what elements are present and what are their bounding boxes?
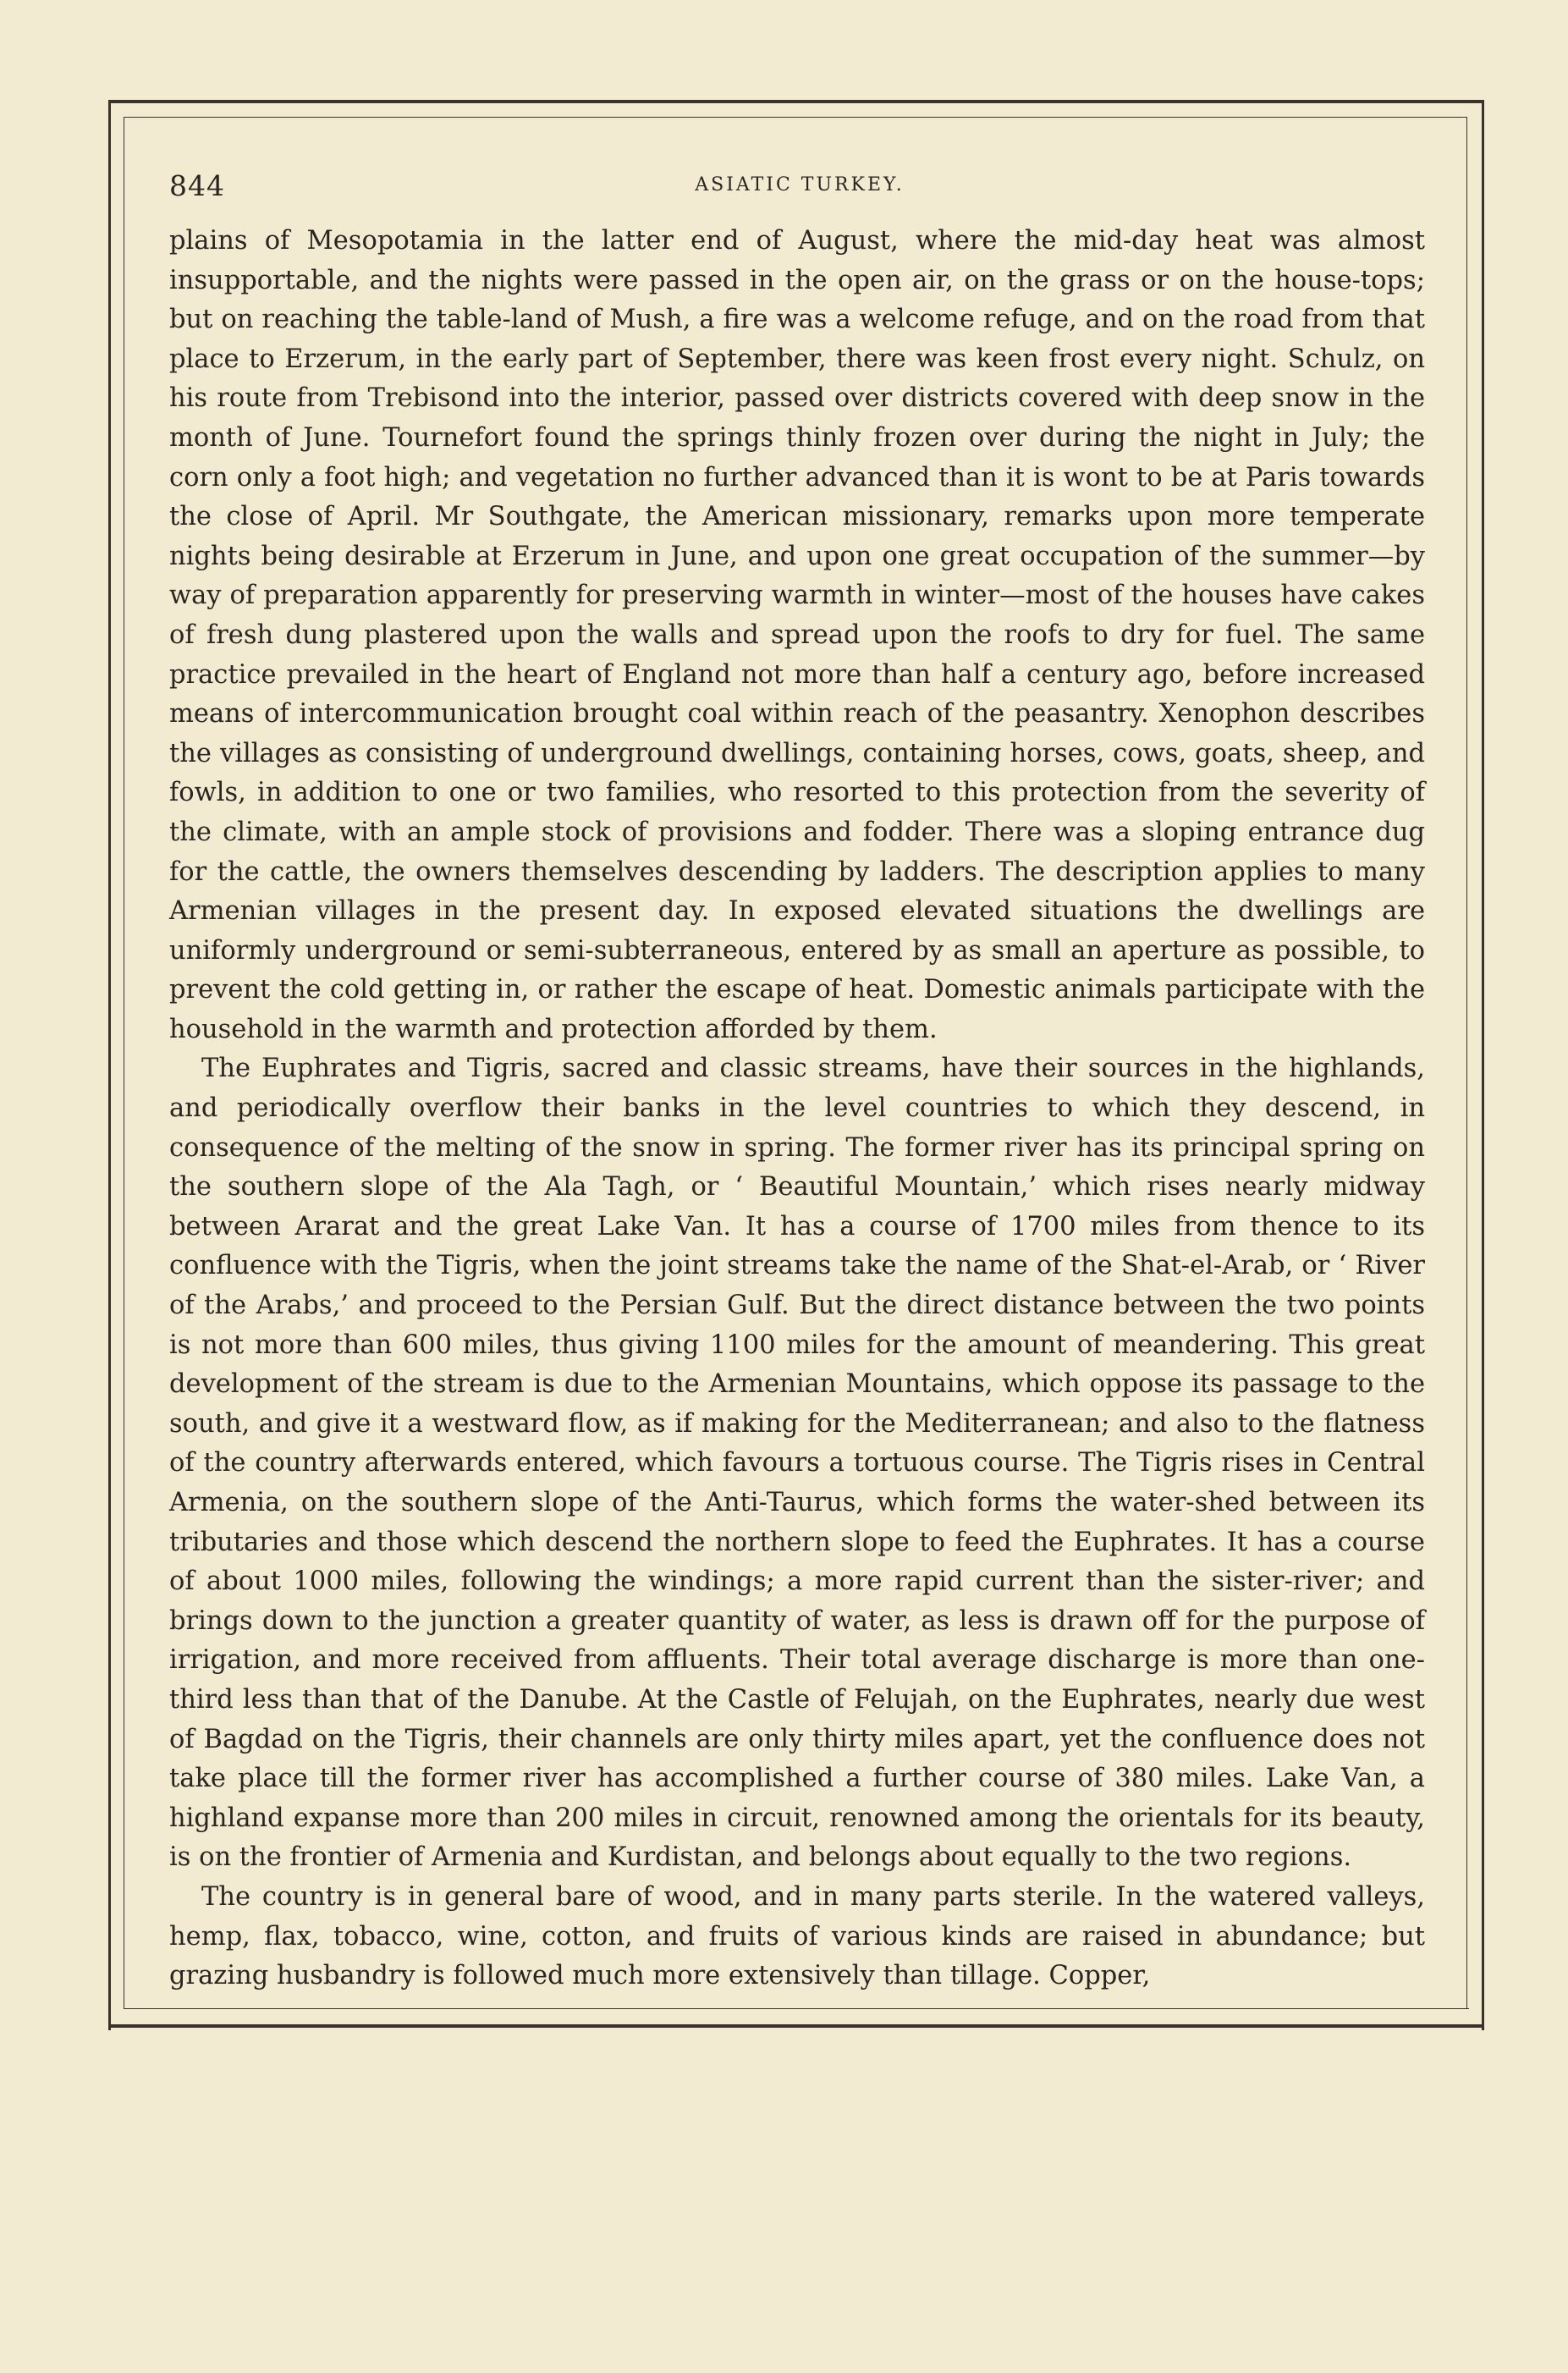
paragraph-3: The country is in general bare of wood, and in many parts sterile. In the watered valleys, hemp, flax, tobacco, wine, cotton, and fruits of various kinds are raised in abundance; but grazing husbandry is followed much more extensively than tillage. Copper, [169,1881,1425,1991]
bottom-rule-thick [108,2024,1484,2028]
bottom-rule-thin [124,2008,1469,2009]
running-head [169,169,1430,206]
page-frame-bottom [108,2008,1484,2028]
body-text [169,222,1425,1996]
paragraph-2: The Euphrates and Tigris, sacred and classic streams, have their sources in the highlands, and periodically overflow their banks in the level countries to which they descend, in consequence of the melting of the snow in spring. The former river has its principal spring on the southern slope of the Ala Tagh, or ‘ Beautiful Mountain,’ which rises nearly midway between Ararat and the great Lake Van. It has a course of 1700 miles from thence to its confluence with the Tigris, when the joint streams take the name of the Shat-el-Arab, or ‘ River of the Arabs,’ and proceed to the Persian Gulf. But the direct distance between the two points is not more than 600 miles, thus giving 1100 miles for the amount of meandering. This great development of the stream is due to the Armenian Mountains, which oppose its passage to the south, and give it a westward flow, as if making for the Mediterranean; and also to the flatness of the country afterwards entered, which favours a tortuous course. The Tigris rises in Central Armenia, on the southern slope of the Anti-Taurus, which forms the water-shed between its tributaries and those which descend the northern slope to feed the Euphrates. It has a course of about 1000 miles, following the windings; a more rapid current than the sister-river; and brings down to the junction a greater quantity of water, as less is drawn off for the purpose of irrigation, and more received from affluents. Their total average discharge is more than one-third less than that of the Danube. At the Castle of Felujah, on the Euphrates, nearly due west of Bagdad on the Tigris, their channels are only thirty miles apart, yet the confluence does not take place till the former river has accomplished a further course of 380 miles. Lake Van, a highland expanse more than 200 miles in circuit, renowned among the orientals for its beauty, is on the frontier of Armenia and Kurdistan, and belongs about equally to the two regions. [169,1054,1425,1873]
page-number: 844 [169,169,225,202]
running-title: ASIATIC TURKEY. [695,174,905,195]
paragraph-1: plains of Mesopotamia in the latter end of August, where the mid-day heat was almost insupportable, and the nights were passed in the open air, on the grass or on the house-tops; but on reaching the table-land of Mush, a fire was a welcome refuge, and on the road from that place to Erzerum, in the early part of September, there was keen frost every night. Schulz, on his route from Trebisond into the interior, passed over districts covered with deep snow in the month of June. Tournefort found the springs thinly frozen over during the night in July; the corn only a foot high; and vegetation no further advanced than it is wont to be at Paris towards the close of April. Mr Southgate, the American missionary, remarks upon more temperate nights being desirable at Erzerum in June, and upon one great occupation of the summer—by way of preparation apparently for preserving warmth in winter—most of the houses have cakes of fresh dung plastered upon the walls and spread upon the roofs to dry for fuel. The same practice prevailed in the heart of England not more than half a century ago, before increased means of intercommunication brought coal within reach of the peasantry. Xenophon describes the villages as consisting of underground dwellings, containing horses, cows, goats, sheep, and fowls, in addition to one or two families, who resorted to this protection from the severity of the climate, with an ample stock of provisions and fodder. There was a sloping entrance dug for the cattle, the owners themselves descending by ladders. The description applies to many Armenian villages in the present day. In exposed elevated situations the dwellings are uniformly underground or semi-subterraneous, entered by as small an aperture as possible, to prevent the cold getting in, or rather the escape of heat. Domestic animals participate with the household in the warmth and protection afforded by them. [169,226,1425,1044]
